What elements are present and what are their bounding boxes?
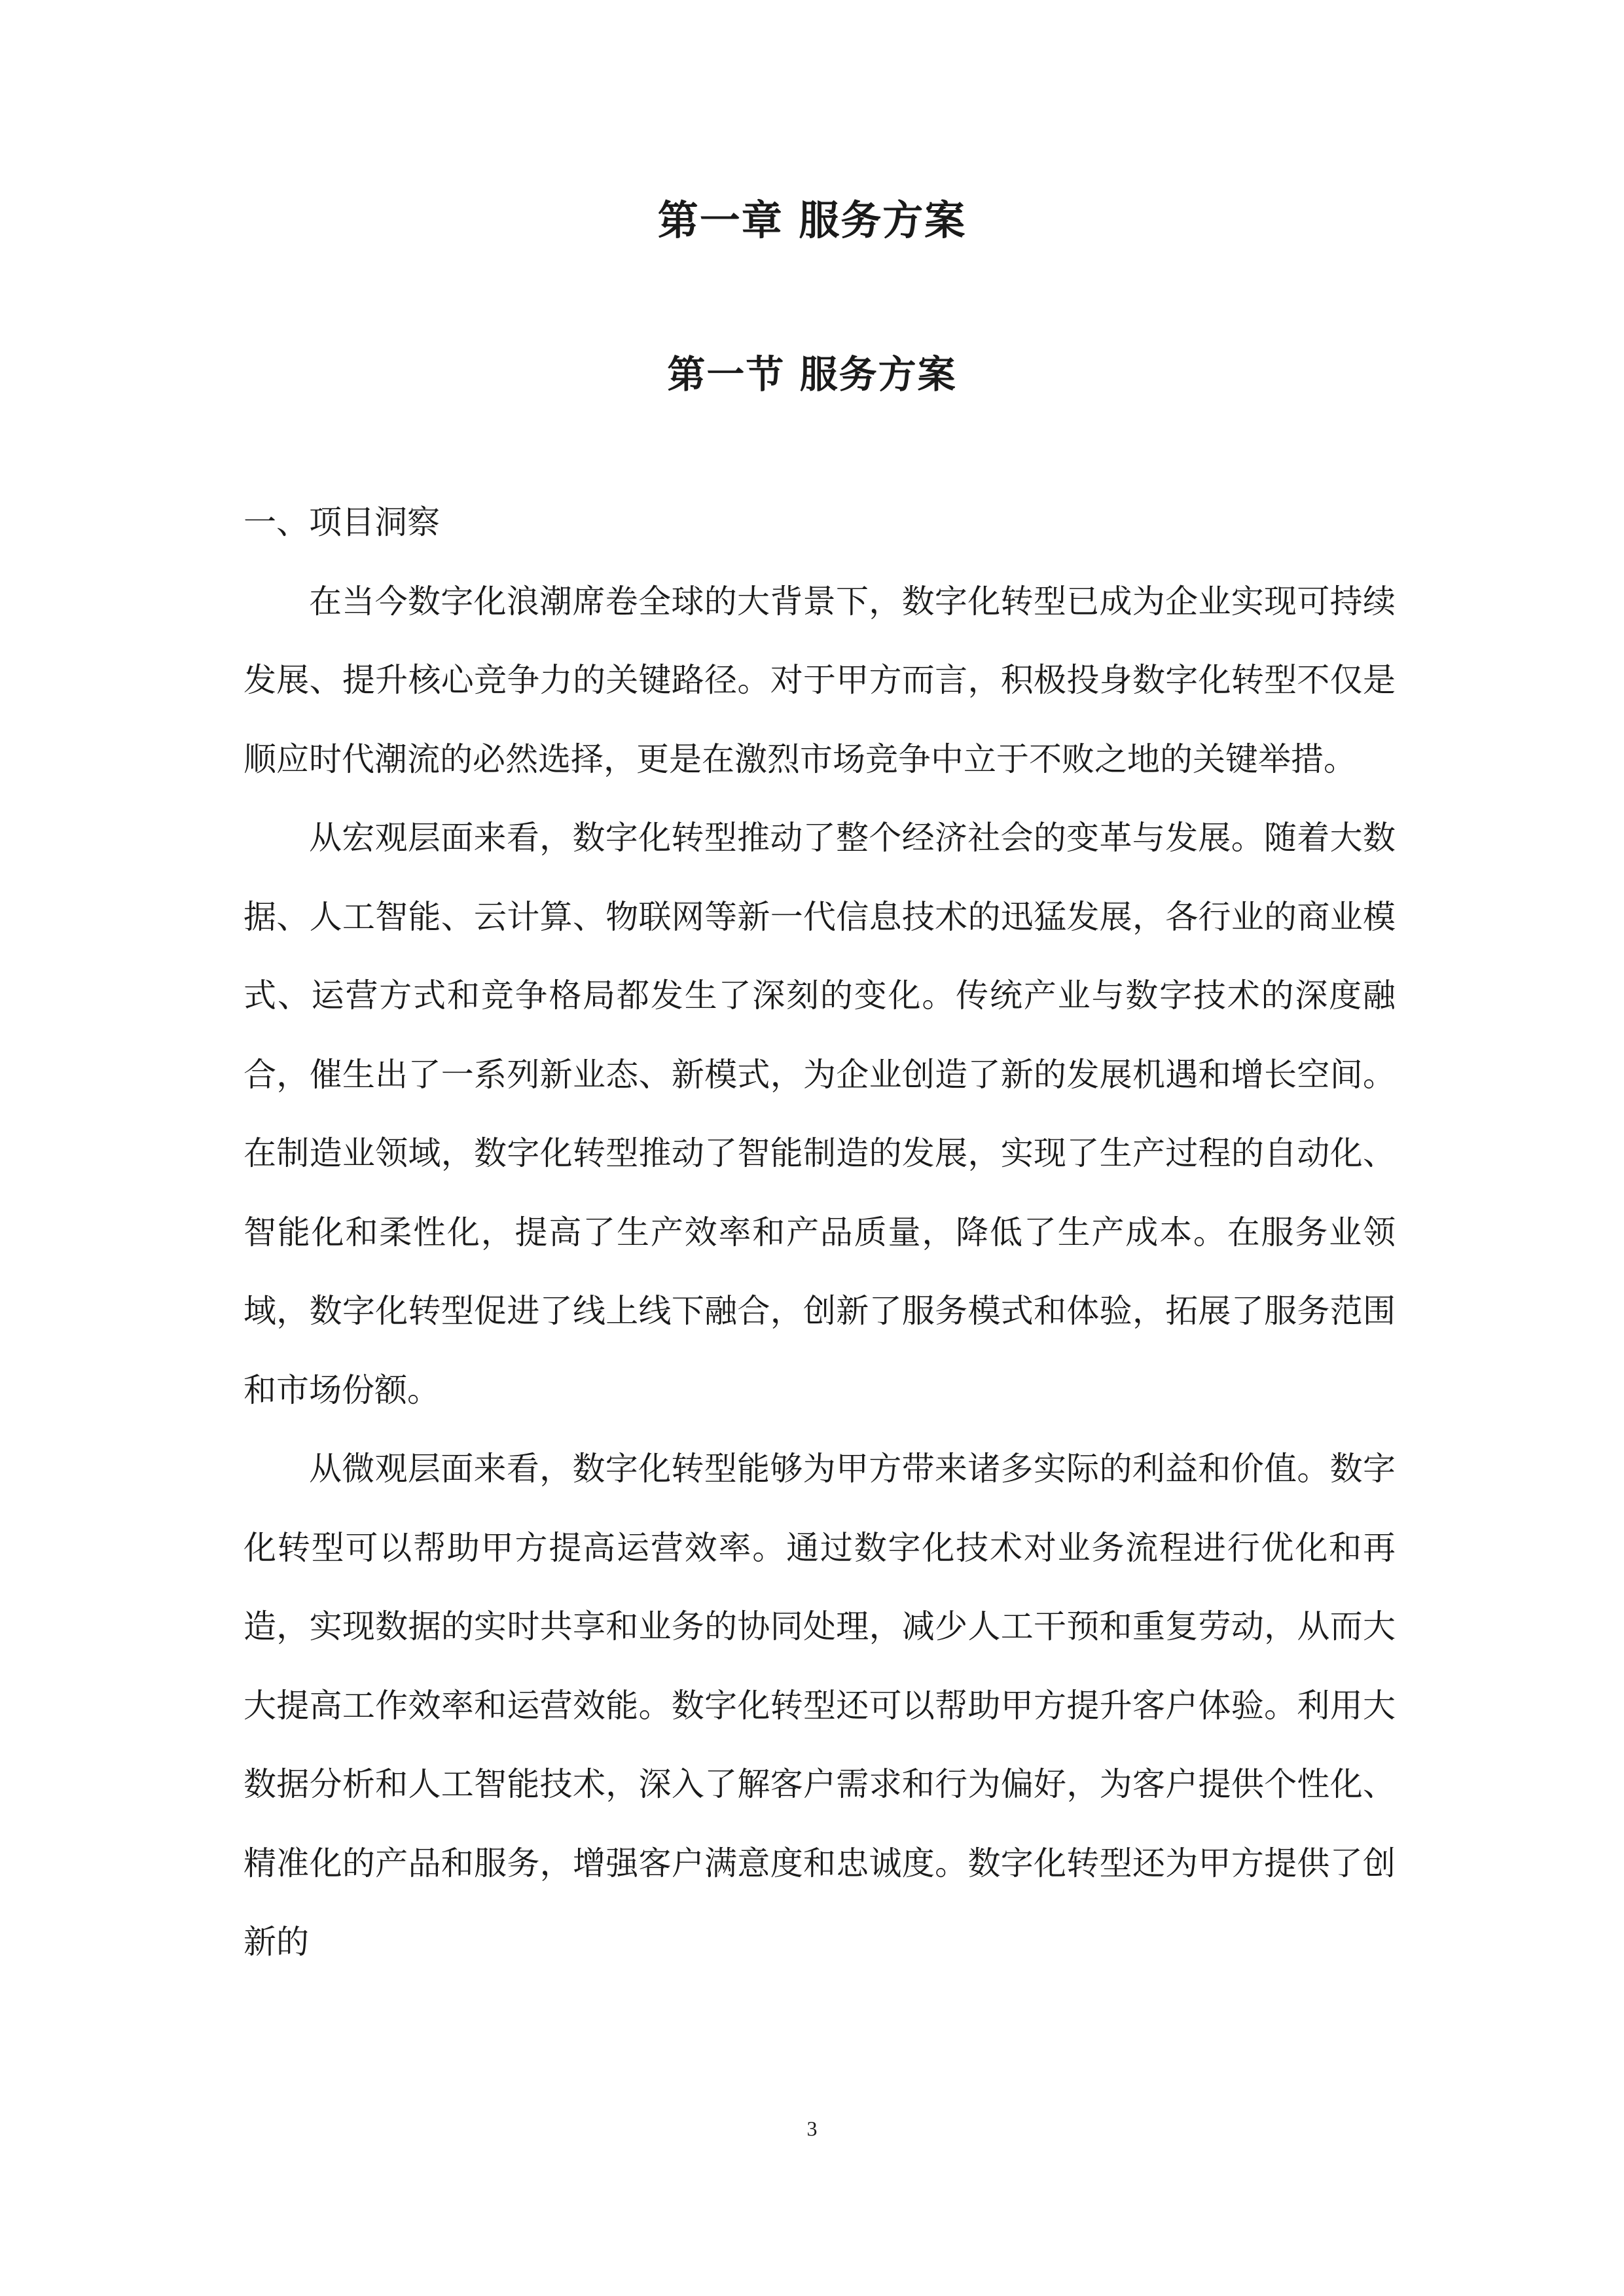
section-title: 第一节 服务方案 <box>667 352 957 397</box>
paragraph: 在当今数字化浪潮席卷全球的大背景下，数字化转型已成为企业实现可持续发展、提升核心竞争力的关键路径。对于甲方而言，积极投身数字化转型不仅是顺应时代潮流的必然选择，更是在激烈市场竞争中立于不败之地的关键举措。 <box>244 582 1396 778</box>
subsection-heading: 一、项目洞察 <box>244 503 440 541</box>
body-text <box>244 483 1396 1982</box>
paragraph: 从微观层面来看，数字化转型能够为甲方带来诸多实际的利益和价值。数字化转型可以帮助甲方提高运营效率。通过数字化技术对业务流程进行优化和再造，实现数据的实时共享和业务的协同处理，减少人工干预和重复劳动，从而大大提高工作效率和运营效能。数字化转型还可以帮助甲方提升客户体验。利用大数据分析和人工智能技术，深入了解客户需求和行为偏好，为客户提供个性化、精准化的产品和服务，增强客户满意度和忠诚度。数字化转型还为甲方提供了创新的 <box>244 1450 1396 1961</box>
paragraph: 从宏观层面来看，数字化转型推动了整个经济社会的变革与发展。随着大数据、人工智能、云计算、物联网等新一代信息技术的迅猛发展，各行业的商业模式、运营方式和竞争格局都发生了深刻的变化。传统产业与数字技术的深度融合，催生出了一系列新业态、新模式，为企业创造了新的发展机遇和增长空间。在制造业领域，数字化转型推动了智能制造的发展，实现了生产过程的自动化、智能化和柔性化，提高了生产效率和产品质量，降低了生产成本。在服务业领域，数字化转型促进了线上线下融合，创新了服务模式和体验，拓展了服务范围和市场份额。 <box>244 819 1396 1409</box>
chapter-title: 第一章 服务方案 <box>657 196 967 244</box>
page-number: 3 <box>806 2117 818 2140</box>
